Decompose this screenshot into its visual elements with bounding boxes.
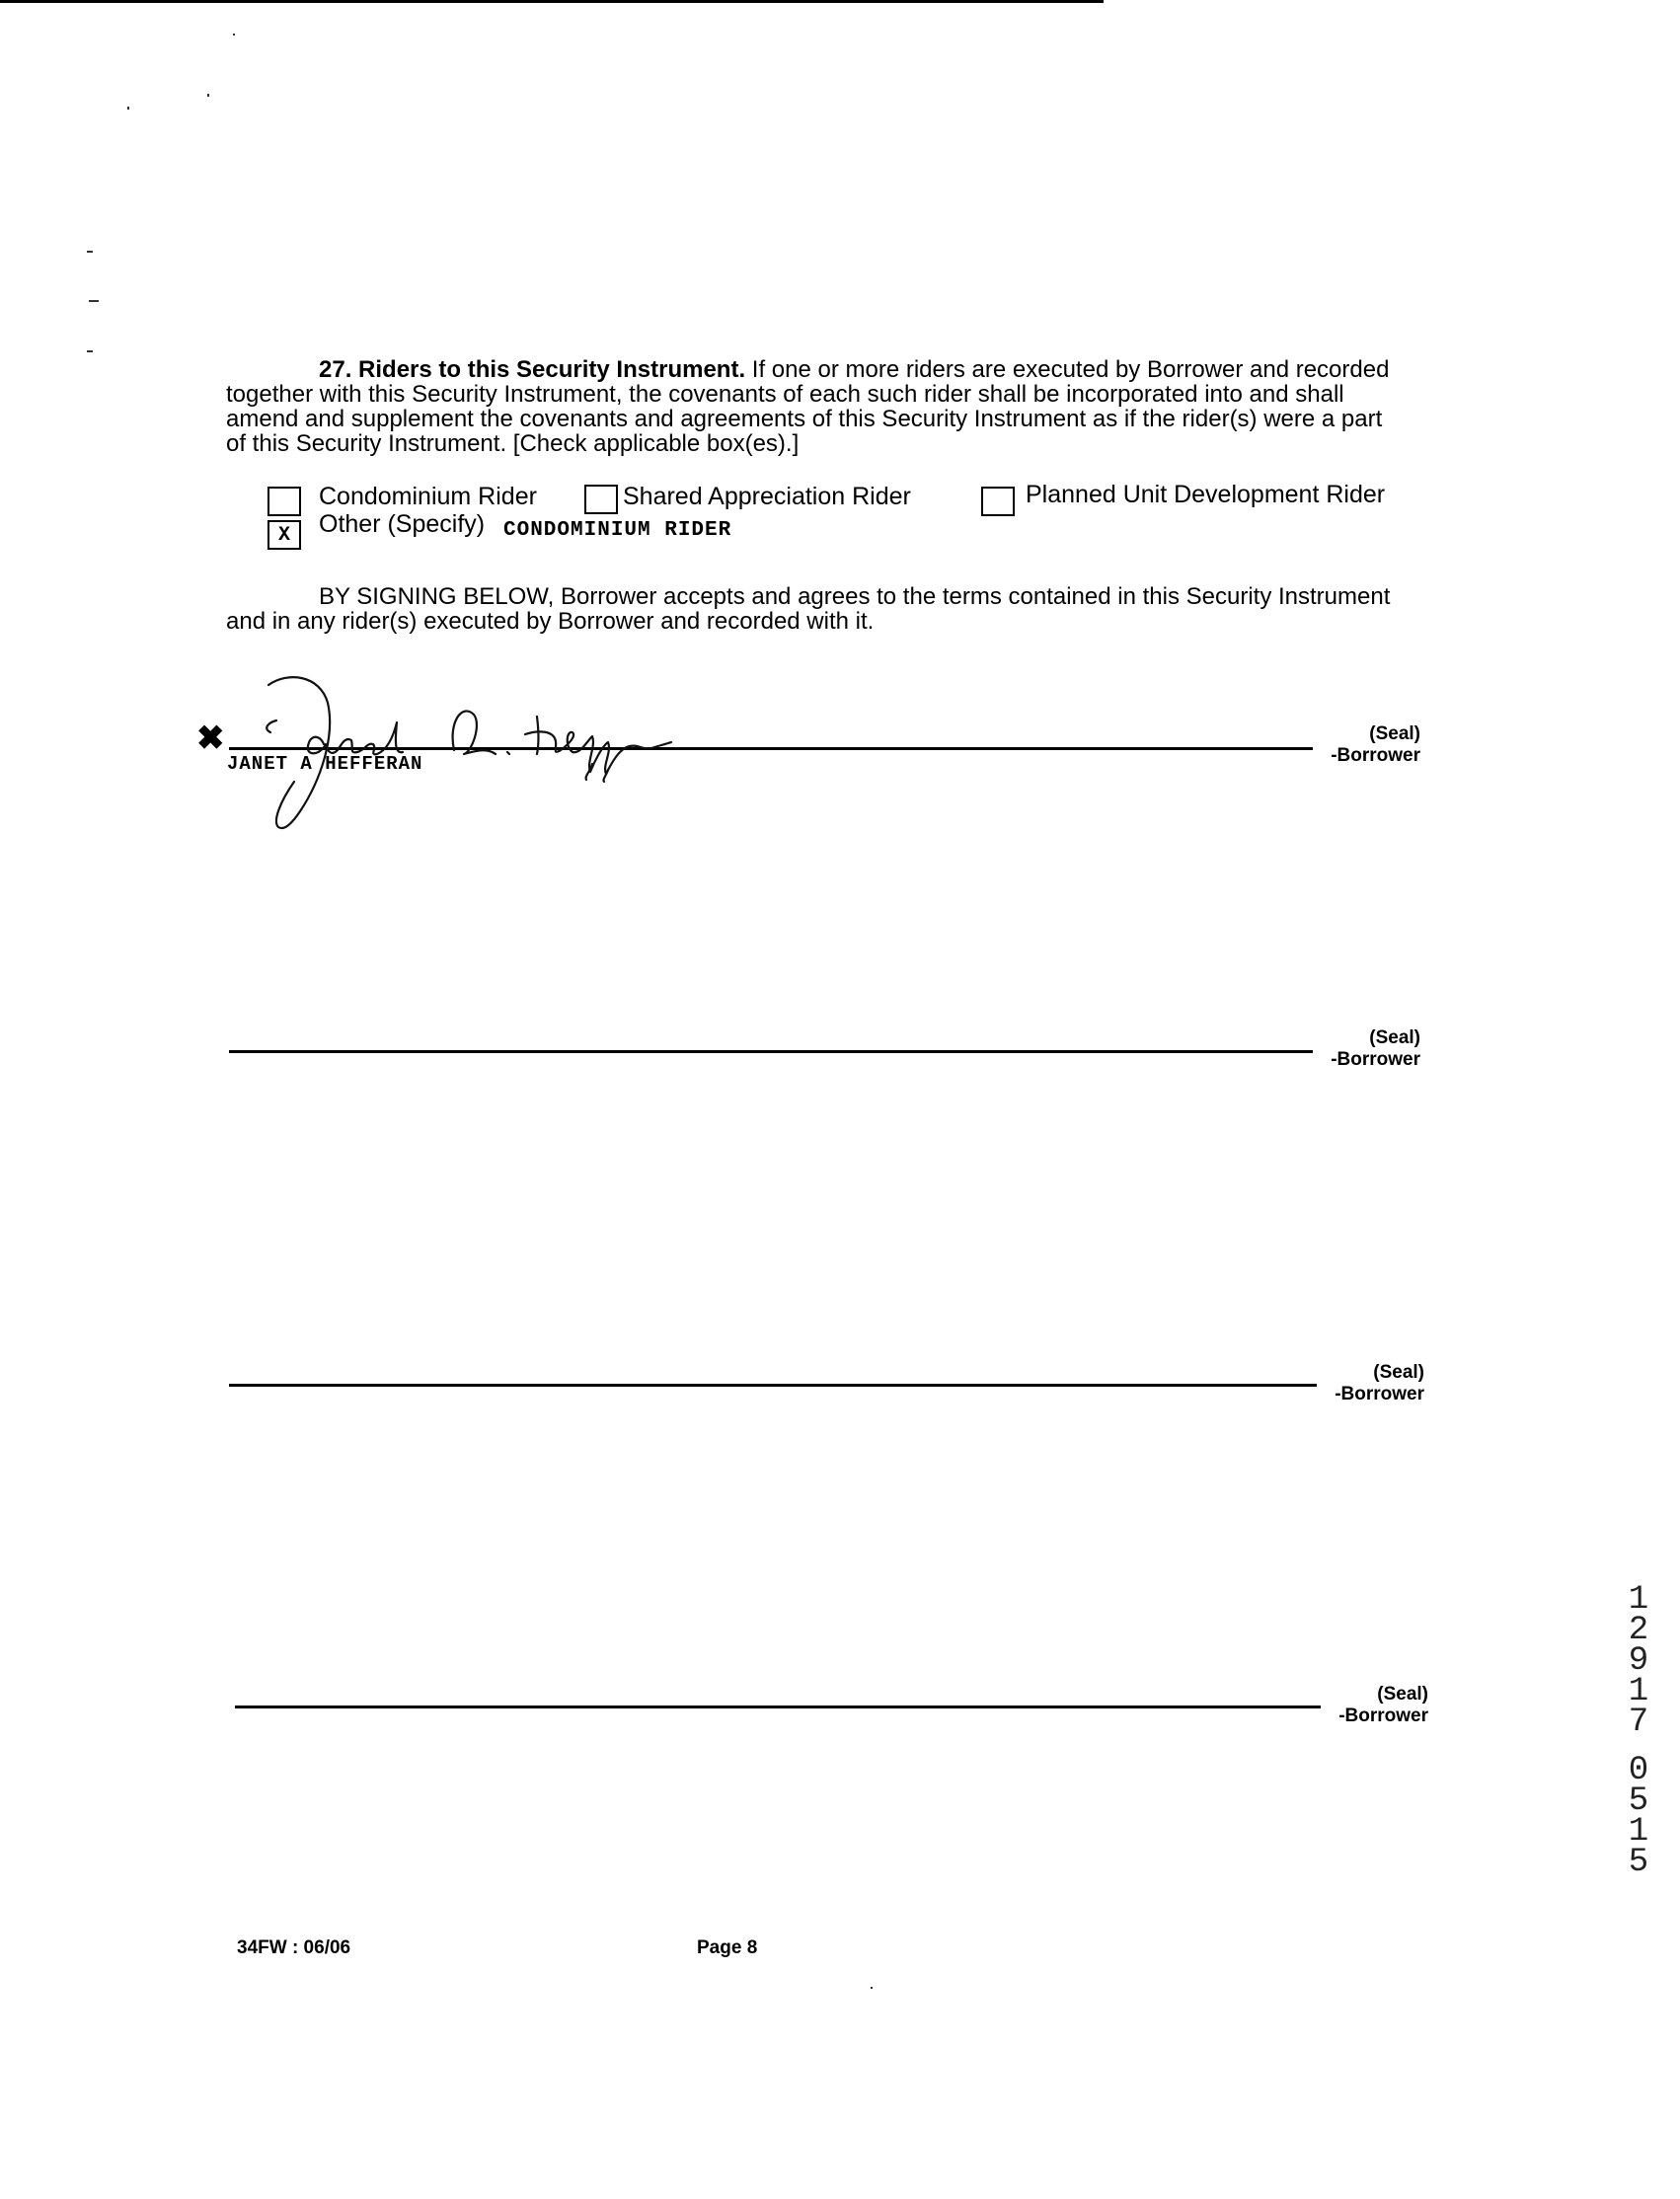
seal-label-4 [1310, 1684, 1428, 1727]
shared-appreciation-rider-label: Shared Appreciation Rider [623, 483, 911, 510]
acknowledgement-paragraph [226, 584, 1401, 634]
borrower-name: JANET A HEFFERAN [227, 753, 423, 775]
other-rider-checkbox[interactable] [267, 520, 301, 550]
scan-speck [207, 94, 209, 97]
seal-text: (Seal) [1369, 723, 1420, 744]
page-number: Page 8 [697, 1937, 758, 1958]
recording-number-stamp [1619, 1581, 1658, 1881]
other-rider-label: Other (Specify) [319, 510, 486, 538]
scan-speck [127, 107, 129, 110]
checked-x-mark: X [277, 524, 290, 547]
stamp-digit: 1 [1628, 1673, 1649, 1710]
planned-unit-development-rider-label: Planned Unit Development Rider [1026, 481, 1386, 508]
sign-here-x-mark: ✖ [196, 720, 225, 757]
stamp-digit: 5 [1628, 1782, 1649, 1820]
signature-line-2[interactable] [229, 1050, 1313, 1053]
planned-unit-development-rider-checkbox[interactable] [981, 487, 1015, 516]
seal-label-2 [1302, 1027, 1420, 1071]
borrower-role-text: -Borrower [1338, 1706, 1428, 1726]
borrower-role-text: -Borrower [1335, 1384, 1424, 1404]
seal-text: (Seal) [1373, 1362, 1424, 1383]
scan-edge-line [0, 0, 1104, 3]
signature-line-3[interactable] [229, 1384, 1317, 1387]
other-rider-specify-value[interactable]: CONDOMINIUM RIDER [503, 519, 732, 542]
seal-label-1 [1302, 723, 1420, 767]
stamp-digit: 2 [1628, 1612, 1649, 1649]
seal-text: (Seal) [1369, 1027, 1420, 1048]
section-27-body: If one or more riders are executed by Borrower and recorded together with this Security Instrument, the covenants of each such rider shall be incorporated into and shall amend and supplement the covenants and agreements of this Security Instrument as if the rider(s) were a part of this Security Instrument. [Check applicable box(es).] [226, 356, 1390, 457]
stamp-digit: 5 [1628, 1844, 1649, 1881]
condominium-rider-checkbox[interactable] [267, 487, 301, 516]
seal-label-3 [1306, 1362, 1424, 1405]
stamp-digit: 7 [1628, 1704, 1649, 1741]
scan-speck [87, 251, 93, 253]
scan-speck [89, 300, 99, 302]
borrower-role-text: -Borrower [1331, 1049, 1420, 1070]
signature-line-4[interactable] [235, 1706, 1321, 1708]
borrower-role-text: -Borrower [1331, 745, 1420, 766]
scan-speck [871, 1987, 873, 1989]
section-27-title: 27. Riders to this Security Instrument. [319, 356, 746, 383]
seal-text: (Seal) [1377, 1684, 1428, 1705]
stamp-digit: 1 [1628, 1813, 1649, 1851]
section-27-paragraph [226, 357, 1401, 456]
shared-appreciation-rider-checkbox[interactable] [584, 485, 618, 514]
stamp-digit: 1 [1628, 1581, 1649, 1619]
stamp-digit: 9 [1628, 1642, 1649, 1680]
handwritten-signature [229, 663, 693, 841]
stamp-digit: 0 [1628, 1752, 1649, 1789]
acknowledgement-text: BY SIGNING BELOW, Borrower accepts and agrees to the terms contained in this Security Instrument and in any rider(s) executed by Borrower and recorded with it. [226, 583, 1391, 635]
scan-speck [87, 350, 93, 352]
form-code: 34FW : 06/06 [237, 1937, 351, 1958]
condominium-rider-label: Condominium Rider [319, 483, 537, 510]
scan-speck [233, 34, 235, 36]
